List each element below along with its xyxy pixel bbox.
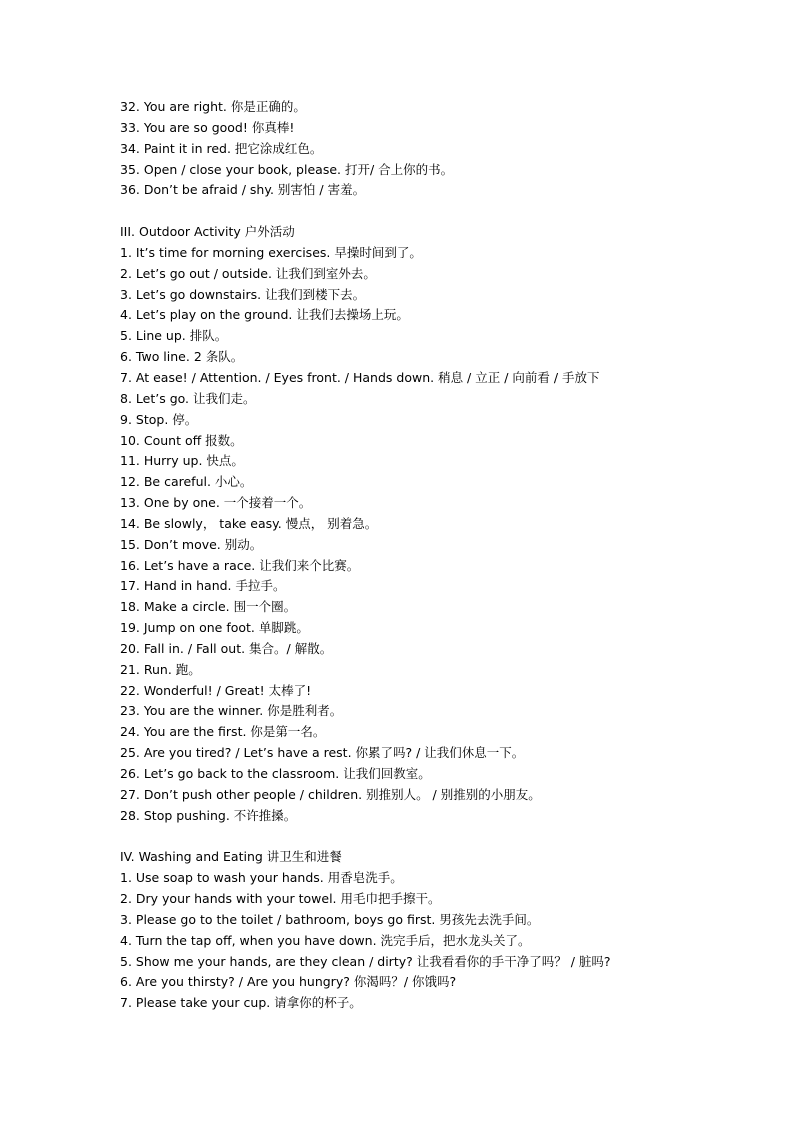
phrase-line: 17. Hand in hand. 手拉手。 [120, 578, 286, 594]
phrase-line: 25. Are you tired? / Let’s have a rest. 你累了吗? / 让我们休息一下。 [120, 745, 525, 761]
phrase-line: 33. You are so good! 你真棒! [120, 119, 295, 135]
phrase-line: 36. Don’t be afraid / shy. 别害怕 / 害羞。 [120, 182, 366, 198]
washing-eating-section [120, 847, 760, 1014]
phrase-line: 8. Let’s go. 让我们走。 [120, 390, 256, 406]
phrase-line: 2. Dry your hands with your towel. 用毛巾把手擦干。 [120, 891, 441, 907]
phrase-line: 4. Let’s play on the ground. 让我们去操场上玩。 [120, 307, 409, 323]
phrase-line: 13. One by one. 一个接着一个。 [120, 495, 312, 511]
phrase-line: 6. Are you thirsty? / Are you hungry? 你渴吗？/ 你饿吗? [120, 974, 457, 990]
outdoor-activity-section [120, 222, 760, 826]
phrase-line: 9. Stop. 停。 [120, 411, 198, 427]
phrase-line: 4. Turn the tap off, when you have down. 洗完手后，把水龙头关了。 [120, 932, 531, 948]
section-spacer [120, 827, 760, 848]
phrase-line: 5. Line up. 排队。 [120, 328, 228, 344]
phrase-line: 20. Fall in. / Fall out. 集合。/ 解散。 [120, 640, 333, 656]
phrase-line: 15. Don’t move. 别动。 [120, 536, 263, 552]
phrase-line: 22. Wonderful! / Great! 太棒了! [120, 682, 312, 698]
section-heading: IV. Washing and Eating 讲卫生和进餐 [120, 849, 342, 865]
phrase-line: 3. Please go to the toilet / bathroom, boys go first. 男孩先去洗手间。 [120, 911, 540, 927]
section-heading: III. Outdoor Activity 户外活动 [120, 224, 295, 240]
phrase-line: 34. Paint it in red. 把它涂成红色。 [120, 140, 323, 156]
phrase-line: 27. Don’t push other people / children. 别推别人。 / 别推别的小朋友。 [120, 786, 541, 802]
phrase-line: 11. Hurry up. 快点。 [120, 453, 244, 469]
phrase-line: 1. Use soap to wash your hands. 用香皂洗手。 [120, 870, 403, 886]
phrase-line: 26. Let’s go back to the classroom. 让我们回教室。 [120, 766, 431, 781]
phrase-line: 16. Let’s have a race. 让我们来个比赛。 [120, 557, 360, 573]
phrase-line: 1. It’s time for morning exercises. 早操时间到了。 [120, 244, 422, 260]
phrase-line: 35. Open / close your book, please. 打开/ 合上你的书。 [120, 161, 454, 177]
phrase-line: 28. Stop pushing. 不许推搡。 [120, 807, 297, 823]
phrase-line: 12. Be careful. 小心。 [120, 474, 253, 490]
phrase-line: 21. Run. 跑。 [120, 661, 201, 677]
classroom-phrases-continued [120, 97, 760, 201]
phrase-line: 2. Let’s go out / outside. 让我们到室外去。 [120, 265, 376, 281]
section-spacer [120, 201, 760, 222]
phrase-line: 7. Please take your cup. 请拿你的杯子。 [120, 995, 362, 1011]
phrase-line: 6. Two line. 2 条队。 [120, 349, 244, 365]
phrase-line: 7. At ease! / Attention. / Eyes front. / Hands down. 稍息 / 立正 / 向前看 / 手放下 [120, 369, 600, 385]
phrase-line: 5. Show me your hands, are they clean / dirty? 让我看看你的手干净了吗？ / 脏吗? [120, 953, 611, 969]
phrase-line: 3. Let’s go downstairs. 让我们到楼下去。 [120, 286, 366, 302]
document-body [120, 97, 760, 1014]
phrase-line: 23. You are the winner. 你是胜利者。 [120, 703, 343, 719]
phrase-line: 19. Jump on one foot. 单脚跳。 [120, 620, 309, 636]
phrase-line: 18. Make a circle. 围一个圈。 [120, 599, 297, 615]
phrase-line: 10. Count off 报数。 [120, 432, 243, 448]
phrase-line: 14. Be slowly， take easy. 慢点， 别着急。 [120, 515, 378, 531]
phrase-line: 24. You are the first. 你是第一名。 [120, 724, 326, 740]
phrase-line: 32. You are right. 你是正确的。 [120, 99, 306, 114]
